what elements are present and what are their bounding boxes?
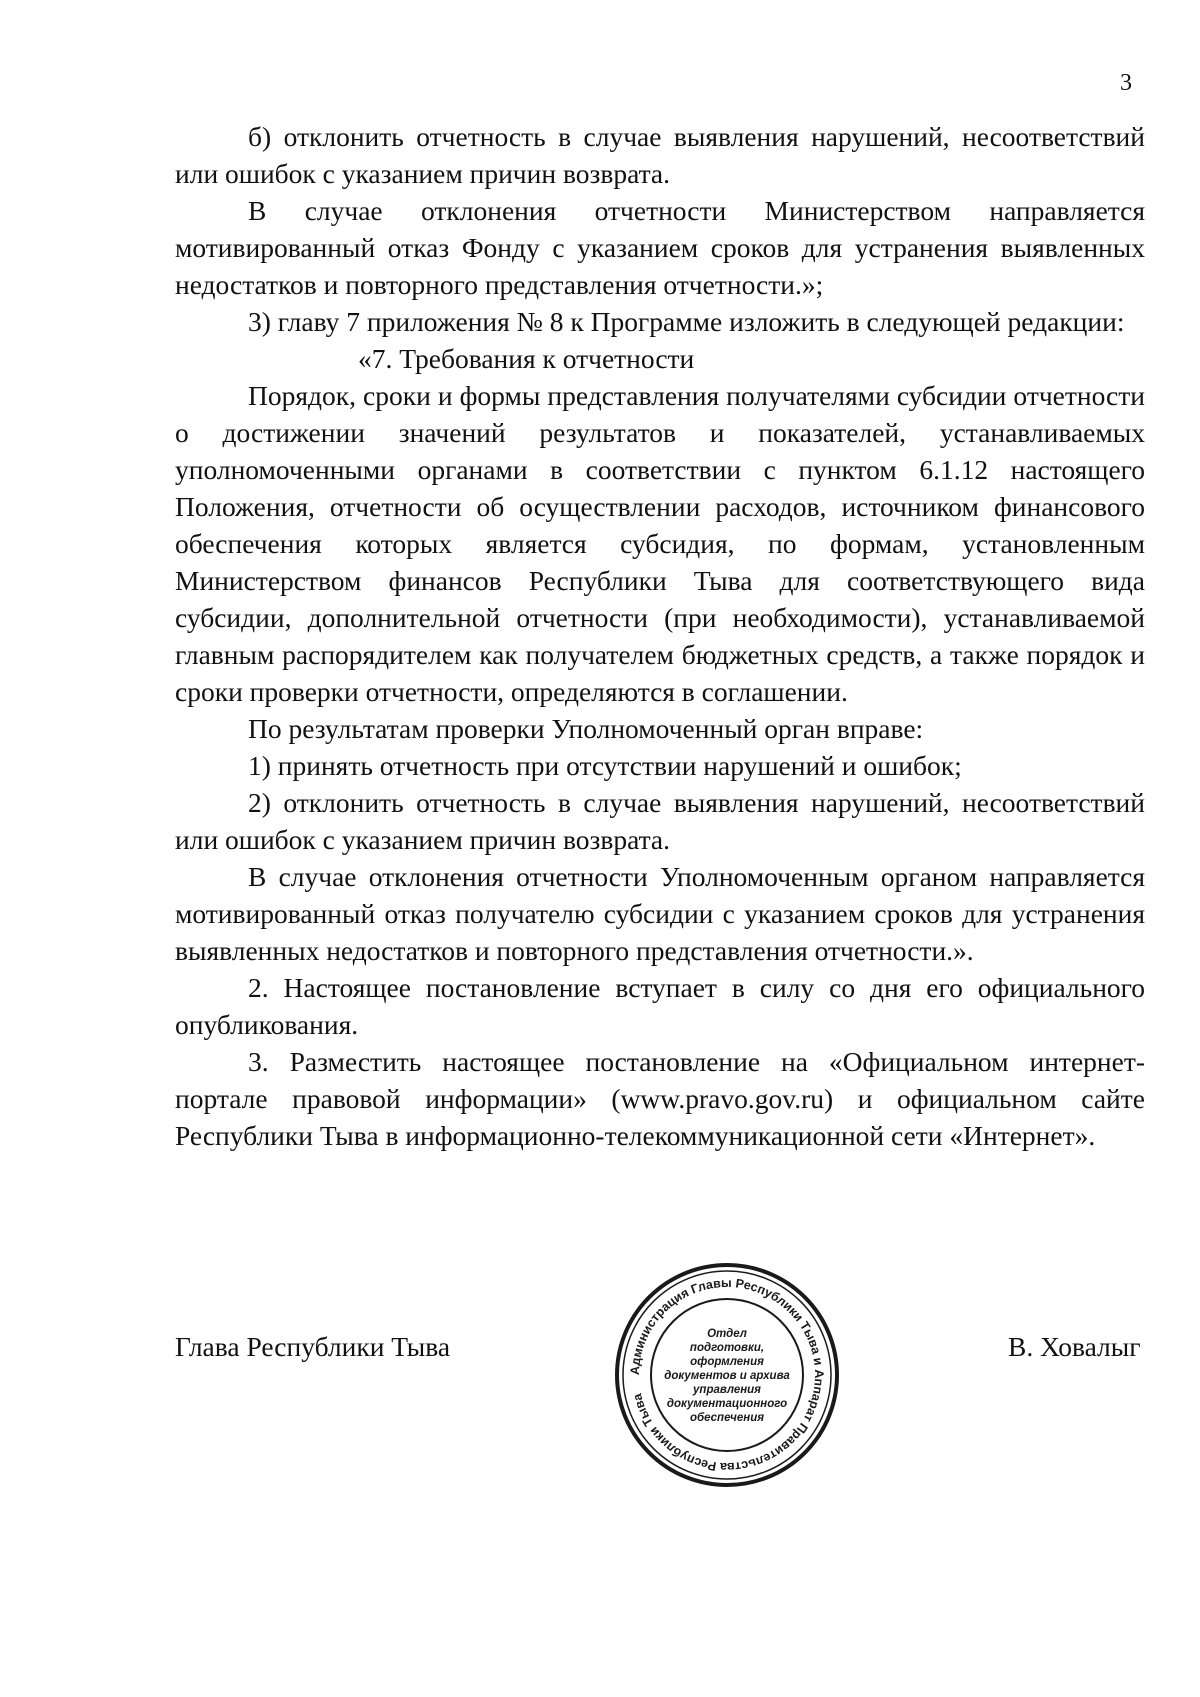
paragraph: 3) главу 7 приложения № 8 к Программе изложить в следующей редакции:: [248, 306, 1125, 337]
paragraph: Порядок, сроки и формы представления получателями субсидии отчетности о достижении значений результатов и показателей, устанавливаемых уполномоченными органами в соответствии с пунктом 6.1.12 настоящего Положения, отчетности об осуществлении расходов, источником финансового обеспечения которых является субсидия, по формам, установленным Министерством финансов Республики Тыва для соответствующего вида субсидии, дополнительной отчетности (при необходимости), устанавливаемой главным распорядителем как получателем бюджетных средств, а также порядок и сроки проверки отчетности, определяются в соглашении.: [175, 380, 1145, 707]
document-body: [175, 118, 1145, 1154]
paragraph: В случае отклонения отчетности Уполномоченным органом направляется мотивированный отказ получателю субсидии с указанием сроков для устранения выявленных недостатков и повторного представления отчетности.».: [175, 861, 1145, 966]
seal-center-line: управления: [693, 1384, 761, 1396]
paragraph: По результатам проверки Уполномоченный орган вправе:: [248, 713, 924, 744]
seal-center-line: обеспечения: [689, 1412, 765, 1424]
paragraph: 2) отклонить отчетность в случае выявления нарушений, несоответствий или ошибок с указанием причин возврата.: [175, 787, 1145, 855]
seal-ring-text: Администрация Главы Республики Тыва и Аппарат Правительства Республики Тыва: [627, 1275, 827, 1475]
paragraph: 3. Разместить настоящее постановление на «Официальном интернет-портале правовой информации» (www.pravo.gov.ru) и официальном сайте Республики Тыва в информационно-телекоммуникационной сети «Интернет».: [175, 1046, 1145, 1151]
seal-center-line: Отдел: [707, 1328, 747, 1340]
paragraph: б) отклонить отчетность в случае выявления нарушений, несоответствий или ошибок с указанием причин возврата.: [175, 121, 1145, 189]
section-heading: «7. Требования к отчетности: [358, 343, 695, 374]
seal-center-line: оформления: [690, 1356, 764, 1368]
paragraph: 1) принять отчетность при отсутствии нарушений и ошибок;: [248, 750, 962, 781]
paragraph: 2. Настоящее постановление вступает в силу со дня его официального опубликования.: [175, 972, 1145, 1040]
signatory-name: В. Ховалыг: [1008, 1331, 1141, 1362]
signatory-position: Глава Республики Тыва: [175, 1331, 451, 1362]
seal-center-line: документов и архива: [664, 1370, 790, 1382]
official-seal: [612, 1260, 842, 1490]
page-number: 3: [1120, 70, 1132, 96]
seal-center-line: документационного: [666, 1398, 788, 1410]
paragraph: В случае отклонения отчетности Министерством направляется мотивированный отказ Фонду с указанием сроков для устранения выявленных недостатков и повторного представления отчетности.»;: [175, 195, 1145, 300]
seal-center-line: подготовки,: [689, 1342, 765, 1354]
